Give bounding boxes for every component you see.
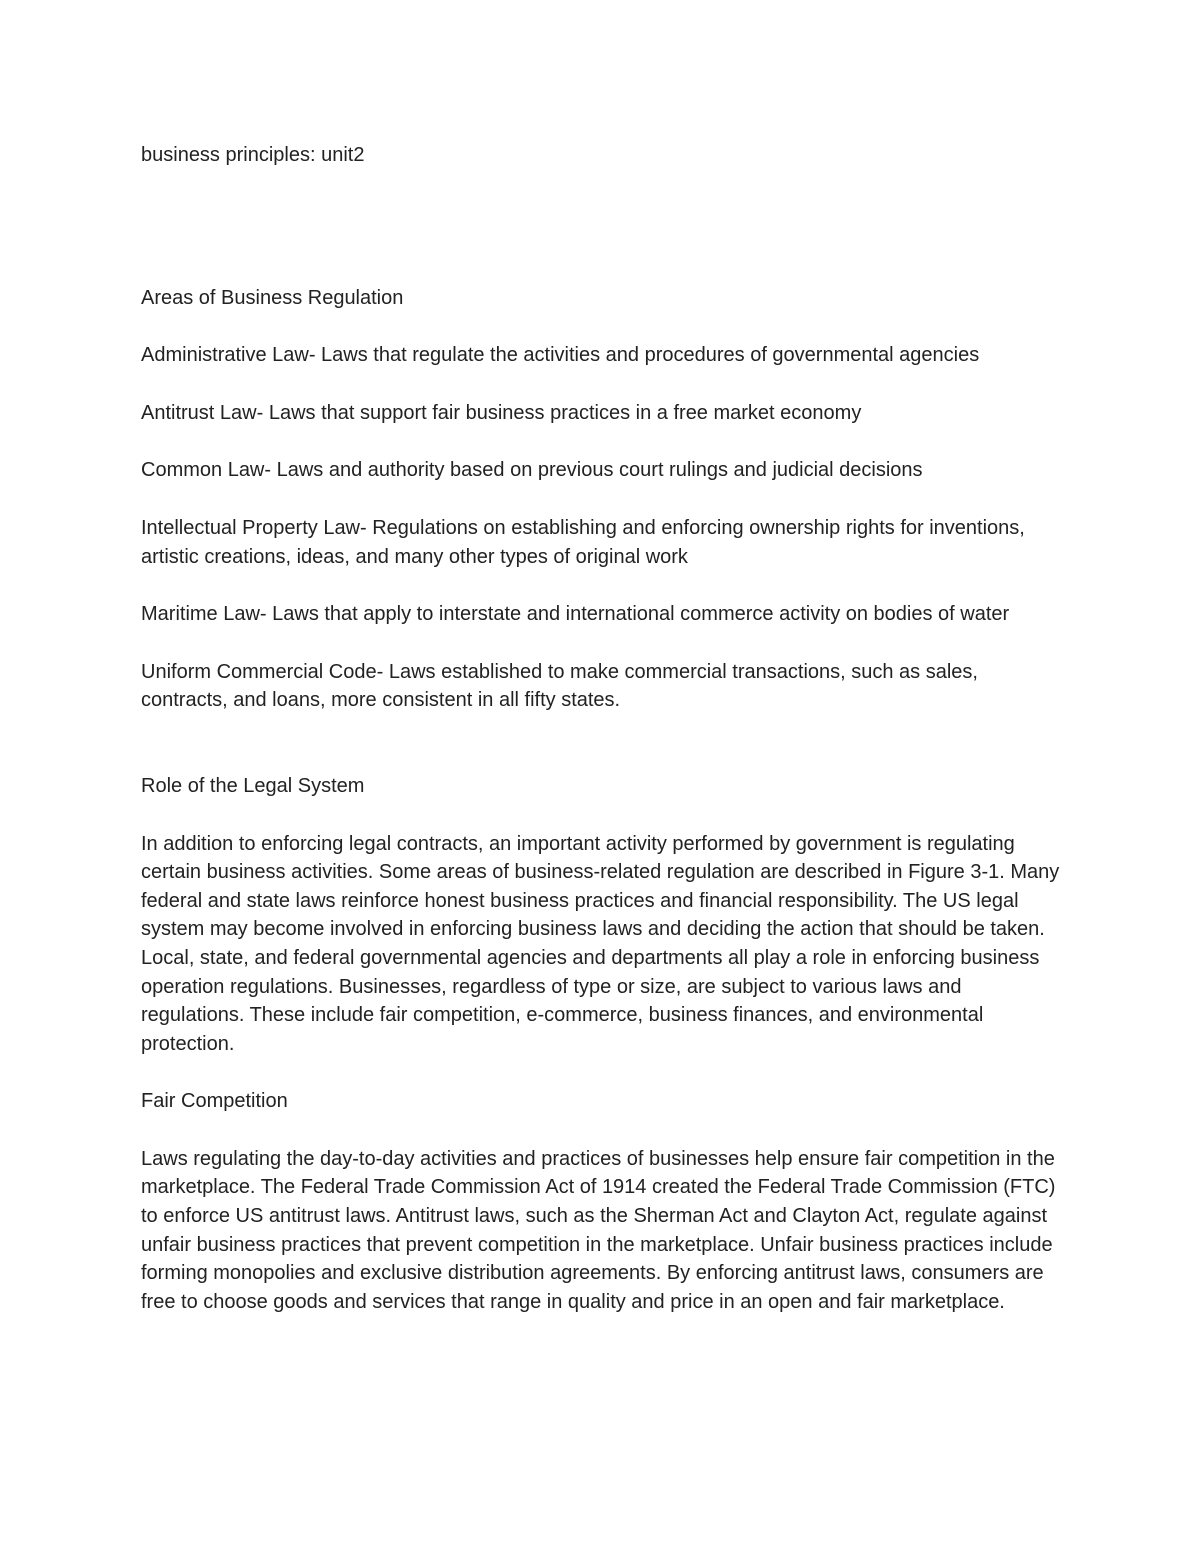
- document-title: business principles: unit2: [141, 144, 365, 166]
- paragraph-legal-system: In addition to enforcing legal contracts, an important activity performed by government is regulating certain business activities. Some areas of business-related regulation are described in Figure 3-1. Many federal and state laws reinforce honest business practices and financial responsibility. The US legal system may become involved in enforcing business laws and deciding the action that should be taken. Local, state, and federal governmental agencies and departments all play a role in enforcing business operation regulations. Businesses, regardless of type or size, are subject to various laws and regulations. These include fair competition, e-commerce, business finances, and environmental protection.: [141, 832, 1060, 1055]
- paragraph-common-law: Common Law- Laws and authority based on previous court rulings and judicial decisions: [141, 459, 923, 482]
- section-heading: Areas of Business Regulation: [141, 286, 404, 309]
- section-fair-competition: [141, 1087, 1061, 1316]
- paragraph-uniform-commercial-code: Uniform Commercial Code- Laws established to make commercial transactions, such as sales, contracts, and loans, more consistent in all fifty states.: [141, 660, 978, 712]
- section-heading: Role of the Legal System: [141, 774, 365, 797]
- section-areas-of-business-regulation: [141, 284, 1061, 715]
- section-heading: Fair Competition: [141, 1090, 288, 1113]
- document-body: [141, 141, 1061, 1316]
- paragraph-antitrust-law: Antitrust Law- Laws that support fair business practices in a free market economy: [141, 401, 862, 424]
- section-role-of-the-legal-system: [141, 772, 1061, 1058]
- paragraph-intellectual-property-law: Intellectual Property Law- Regulations on establishing and enforcing ownership rights for inventions, artistic creations, ideas, and many other types of original work: [141, 516, 1025, 568]
- paragraph-fair-competition: Laws regulating the day-to-day activities and practices of businesses help ensure fair competition in the marketplace. The Federal Trade Commission Act of 1914 created the Federal Trade Commission (FTC) to enforce US antitrust laws. Antitrust laws, such as the Sherman Act and Clayton Act, regulate against unfair business practices that prevent competition in the marketplace. Unfair business practices include forming monopolies and exclusive distribution agreements. By enforcing antitrust laws, consumers are free to choose goods and services that range in quality and price in an open and fair marketplace.: [141, 1147, 1056, 1313]
- paragraph-administrative-law: Administrative Law- Laws that regulate the activities and procedures of governmental agencies: [141, 344, 980, 367]
- paragraph-maritime-law: Maritime Law- Laws that apply to interstate and international commerce activity on bodies of water: [141, 603, 1010, 626]
